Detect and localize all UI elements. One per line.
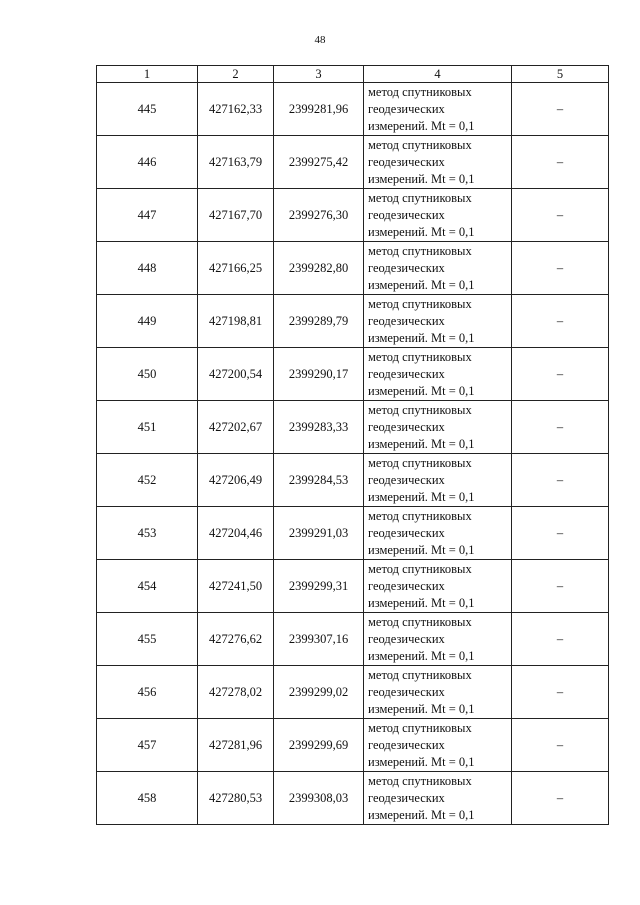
point-number-cell: 454 bbox=[97, 560, 198, 613]
column-5-cell: – bbox=[512, 401, 609, 454]
coordinate-y-cell: 2399284,53 bbox=[274, 454, 364, 507]
table-row bbox=[97, 772, 609, 825]
column-5-cell: – bbox=[512, 560, 609, 613]
method-text-line: геодезических bbox=[368, 366, 445, 381]
method-text-line: метод спутниковых bbox=[368, 296, 472, 311]
method-text-line: метод спутниковых bbox=[368, 84, 472, 99]
header-col-5: 5 bbox=[512, 66, 609, 83]
coordinate-x-cell: 427162,33 bbox=[198, 83, 274, 136]
column-5-cell: – bbox=[512, 189, 609, 242]
point-number-cell: 453 bbox=[97, 507, 198, 560]
table-row bbox=[97, 189, 609, 242]
point-number-cell: 448 bbox=[97, 242, 198, 295]
method-cell bbox=[364, 507, 512, 560]
table-row bbox=[97, 507, 609, 560]
coordinate-x-cell: 427163,79 bbox=[198, 136, 274, 189]
point-number-cell: 451 bbox=[97, 401, 198, 454]
point-number-cell: 452 bbox=[97, 454, 198, 507]
coordinate-y-cell: 2399307,16 bbox=[274, 613, 364, 666]
coordinate-y-cell: 2399299,69 bbox=[274, 719, 364, 772]
column-5-cell: – bbox=[512, 719, 609, 772]
method-text-line: геодезических bbox=[368, 154, 445, 169]
point-number-cell: 447 bbox=[97, 189, 198, 242]
method-text-line: метод спутниковых bbox=[368, 667, 472, 682]
point-number-cell: 445 bbox=[97, 83, 198, 136]
method-text-line: измерений. Mt = 0,1 bbox=[368, 277, 475, 292]
method-text-line: метод спутниковых bbox=[368, 614, 472, 629]
column-5-cell: – bbox=[512, 454, 609, 507]
method-text-line: геодезических bbox=[368, 684, 445, 699]
table-row bbox=[97, 613, 609, 666]
method-text-line: измерений. Mt = 0,1 bbox=[368, 383, 475, 398]
method-text-line: метод спутниковых bbox=[368, 137, 472, 152]
method-text-line: метод спутниковых bbox=[368, 508, 472, 523]
coordinate-x-cell: 427241,50 bbox=[198, 560, 274, 613]
point-number-cell: 455 bbox=[97, 613, 198, 666]
coordinate-y-cell: 2399276,30 bbox=[274, 189, 364, 242]
method-text-line: метод спутниковых bbox=[368, 402, 472, 417]
table-body bbox=[97, 83, 609, 825]
method-cell bbox=[364, 136, 512, 189]
coordinate-x-cell: 427206,49 bbox=[198, 454, 274, 507]
method-text-line: геодезических bbox=[368, 260, 445, 275]
method-cell bbox=[364, 772, 512, 825]
table-row bbox=[97, 136, 609, 189]
method-text-line: метод спутниковых bbox=[368, 455, 472, 470]
point-number-cell: 446 bbox=[97, 136, 198, 189]
method-text-line: геодезических bbox=[368, 525, 445, 540]
method-text-line: метод спутниковых bbox=[368, 243, 472, 258]
point-number-cell: 450 bbox=[97, 348, 198, 401]
column-5-cell: – bbox=[512, 295, 609, 348]
method-cell bbox=[364, 295, 512, 348]
coordinate-x-cell: 427166,25 bbox=[198, 242, 274, 295]
method-cell bbox=[364, 189, 512, 242]
point-number-cell: 456 bbox=[97, 666, 198, 719]
method-cell bbox=[364, 242, 512, 295]
method-text-line: измерений. Mt = 0,1 bbox=[368, 542, 475, 557]
method-text-line: геодезических bbox=[368, 313, 445, 328]
coordinate-x-cell: 427278,02 bbox=[198, 666, 274, 719]
method-cell bbox=[364, 560, 512, 613]
method-text-line: метод спутниковых bbox=[368, 190, 472, 205]
method-text-line: измерений. Mt = 0,1 bbox=[368, 807, 475, 822]
coordinate-x-cell: 427276,62 bbox=[198, 613, 274, 666]
coordinate-x-cell: 427280,53 bbox=[198, 772, 274, 825]
coordinate-x-cell: 427204,46 bbox=[198, 507, 274, 560]
method-cell bbox=[364, 719, 512, 772]
method-text-line: геодезических bbox=[368, 101, 445, 116]
coordinates-table bbox=[96, 65, 609, 825]
method-cell bbox=[364, 348, 512, 401]
header-row bbox=[97, 66, 609, 83]
method-text-line: измерений. Mt = 0,1 bbox=[368, 330, 475, 345]
method-cell bbox=[364, 83, 512, 136]
table-row bbox=[97, 719, 609, 772]
table-row bbox=[97, 560, 609, 613]
column-5-cell: – bbox=[512, 666, 609, 719]
method-cell bbox=[364, 666, 512, 719]
coordinate-y-cell: 2399299,02 bbox=[274, 666, 364, 719]
header-col-4: 4 bbox=[364, 66, 512, 83]
method-text-line: геодезических bbox=[368, 631, 445, 646]
method-text-line: измерений. Mt = 0,1 bbox=[368, 701, 475, 716]
method-cell bbox=[364, 401, 512, 454]
point-number-cell: 457 bbox=[97, 719, 198, 772]
method-text-line: геодезических bbox=[368, 578, 445, 593]
column-5-cell: – bbox=[512, 242, 609, 295]
table-header bbox=[97, 66, 609, 83]
method-text-line: измерений. Mt = 0,1 bbox=[368, 595, 475, 610]
table-row bbox=[97, 454, 609, 507]
column-5-cell: – bbox=[512, 507, 609, 560]
method-text-line: измерений. Mt = 0,1 bbox=[368, 648, 475, 663]
column-5-cell: – bbox=[512, 613, 609, 666]
method-text-line: геодезических bbox=[368, 207, 445, 222]
coordinate-y-cell: 2399275,42 bbox=[274, 136, 364, 189]
table-row bbox=[97, 401, 609, 454]
coordinate-x-cell: 427167,70 bbox=[198, 189, 274, 242]
column-5-cell: – bbox=[512, 136, 609, 189]
header-col-2: 2 bbox=[198, 66, 274, 83]
method-text-line: измерений. Mt = 0,1 bbox=[368, 224, 475, 239]
method-text-line: измерений. Mt = 0,1 bbox=[368, 171, 475, 186]
table-row bbox=[97, 242, 609, 295]
table-row bbox=[97, 83, 609, 136]
table-row bbox=[97, 348, 609, 401]
coordinate-y-cell: 2399289,79 bbox=[274, 295, 364, 348]
method-cell bbox=[364, 454, 512, 507]
coordinate-y-cell: 2399283,33 bbox=[274, 401, 364, 454]
method-text-line: геодезических bbox=[368, 737, 445, 752]
method-text-line: измерений. Mt = 0,1 bbox=[368, 754, 475, 769]
coordinate-y-cell: 2399281,96 bbox=[274, 83, 364, 136]
coordinate-x-cell: 427281,96 bbox=[198, 719, 274, 772]
coordinate-y-cell: 2399290,17 bbox=[274, 348, 364, 401]
method-text-line: геодезических bbox=[368, 472, 445, 487]
column-5-cell: – bbox=[512, 83, 609, 136]
method-text-line: метод спутниковых bbox=[368, 561, 472, 576]
table-row bbox=[97, 666, 609, 719]
method-text-line: геодезических bbox=[368, 790, 445, 805]
method-text-line: метод спутниковых bbox=[368, 720, 472, 735]
header-col-1: 1 bbox=[97, 66, 198, 83]
column-5-cell: – bbox=[512, 348, 609, 401]
point-number-cell: 458 bbox=[97, 772, 198, 825]
method-text-line: геодезических bbox=[368, 419, 445, 434]
point-number-cell: 449 bbox=[97, 295, 198, 348]
coordinate-x-cell: 427198,81 bbox=[198, 295, 274, 348]
method-text-line: метод спутниковых bbox=[368, 773, 472, 788]
coordinate-y-cell: 2399282,80 bbox=[274, 242, 364, 295]
method-text-line: измерений. Mt = 0,1 bbox=[368, 436, 475, 451]
method-text-line: метод спутниковых bbox=[368, 349, 472, 364]
method-text-line: измерений. Mt = 0,1 bbox=[368, 489, 475, 504]
method-cell bbox=[364, 613, 512, 666]
page-number: 48 bbox=[314, 34, 326, 46]
column-5-cell: – bbox=[512, 772, 609, 825]
method-text-line: измерений. Mt = 0,1 bbox=[368, 118, 475, 133]
coordinate-x-cell: 427200,54 bbox=[198, 348, 274, 401]
coordinate-y-cell: 2399291,03 bbox=[274, 507, 364, 560]
table-row bbox=[97, 295, 609, 348]
header-col-3: 3 bbox=[274, 66, 364, 83]
coordinate-y-cell: 2399299,31 bbox=[274, 560, 364, 613]
coordinate-y-cell: 2399308,03 bbox=[274, 772, 364, 825]
coordinate-x-cell: 427202,67 bbox=[198, 401, 274, 454]
